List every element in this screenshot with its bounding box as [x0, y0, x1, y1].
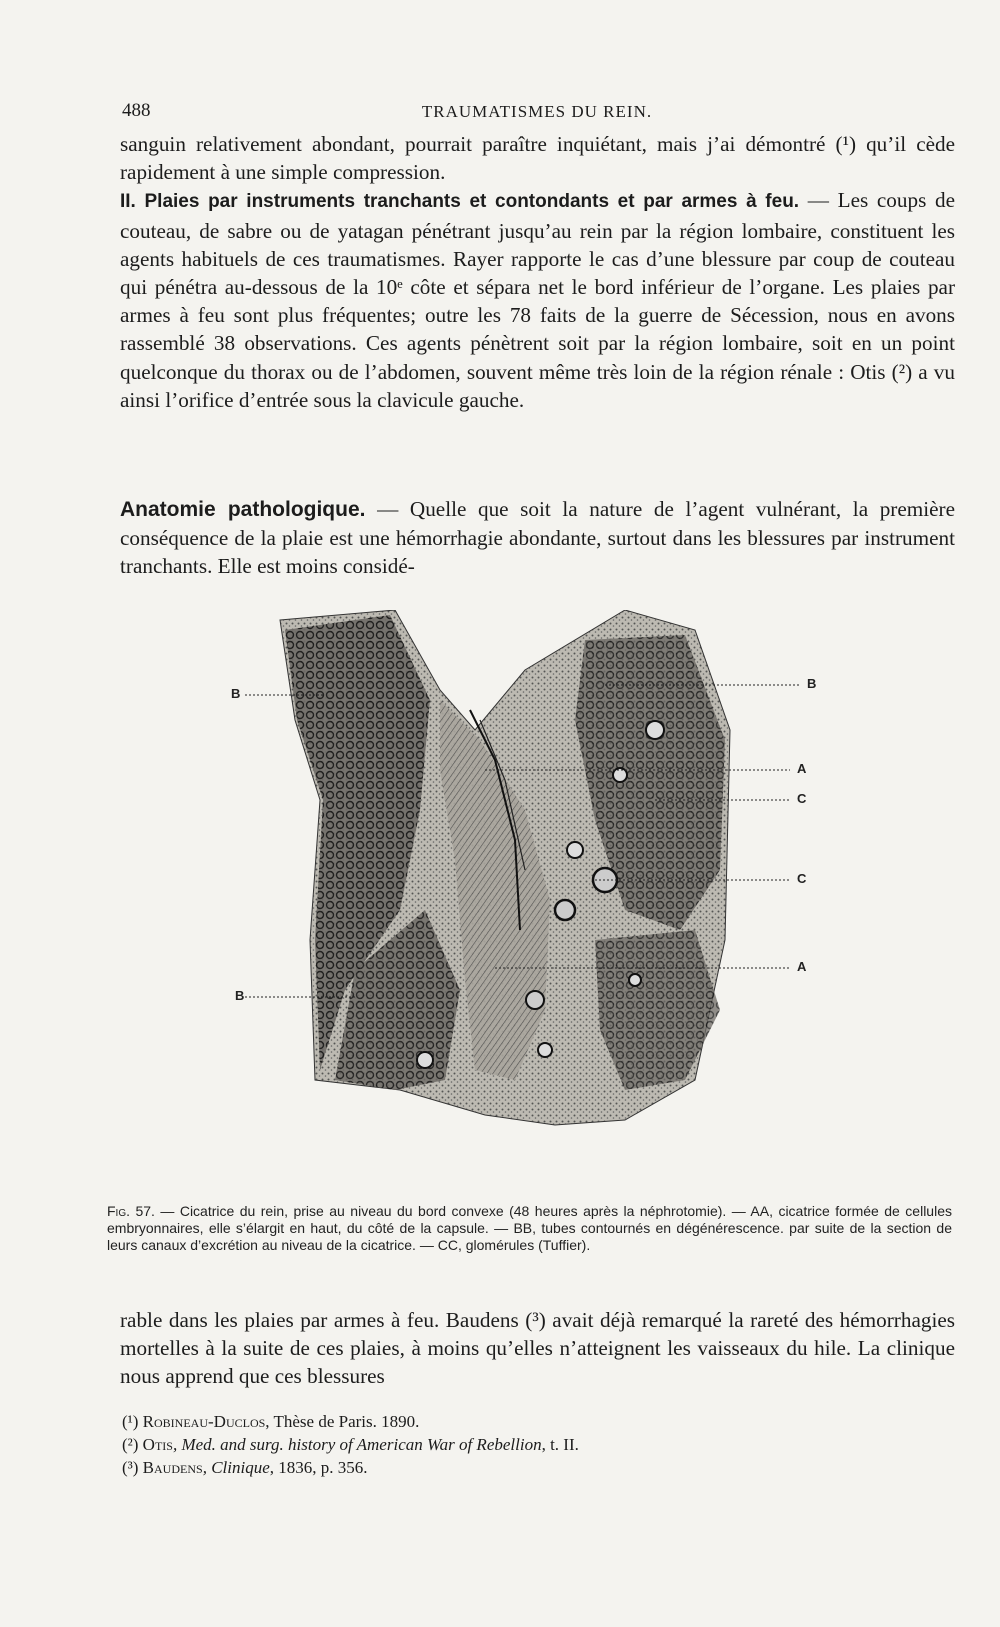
footnote-author: Baudens [142, 1458, 203, 1477]
footnote-1 [122, 1410, 952, 1433]
subsection-heading: II. Plaies par instruments tranchants et contondants et par armes à feu. [120, 191, 800, 213]
paragraph-plaies [120, 186, 955, 414]
text-block-anatomie [120, 495, 955, 581]
figure-label-a-lower: A [797, 959, 807, 974]
figure-caption-text: — Cicatrice du rein, prise au niveau du bord convexe (48 heures après la néphrotomie). — AA, cicatrice formée de cellules embryonnaires, elle s’élargit en haut, du côté de la capsule. — BB, tubes contournés en dégénérescence. par suite de la section de leurs canaux d’excrétion au niveau de la cicatrice. — CC, glomérules (Tuffier). [107, 1203, 952, 1253]
figure-label-c-upper: C [797, 791, 807, 806]
footnote-title: , Med. and surg. history of American War of Rebellion [172, 1435, 542, 1454]
footnote-2 [122, 1433, 952, 1456]
paragraph-anatomie-text: — Quelle que soit la nature de l’agent vulnérant, la première conséquence de la plaie est une hémorrhagie abondante, surtout dans les blessures par instrument tranchants. Elle est moins considé- [120, 497, 955, 579]
paragraph-compression: sanguin relativement abondant, pourrait paraître inquiétant, mais j’ai démontré (¹) qu’il cède rapidement à une simple compression. [120, 132, 955, 185]
footnote-text: , 1836, p. 356. [269, 1458, 368, 1477]
running-title: TRAUMATISMES DU REIN. [421, 102, 653, 121]
paragraph-plaies-text: — Les coups de couteau, de sabre ou de yatagan pénétrant jusqu’au rein par la région lombaire, constituent les agents habituels de ces traumatismes. Rayer rapporte le cas d’une blessure par coup de couteau qui pénétra au-dessous de la 10ᵉ côte et sépara net le bord inférieur de l’organe. Les plaies par armes à feu sont plus fréquentes; outre les 78 faits de la guerre de Sécession, nous en avons rassemblé 38 observations. Ces agents pénètrent soit par la région lombaire, soit en un point quelconque du thorax ou de l’abdomen, souvent même très loin de la région rénale : Otis (²) a vu ainsi l’orifice d’entrée sous la clavicule gauche. [120, 188, 955, 412]
figure-label-b-left-bottom: B [235, 988, 245, 1003]
page-number: 488 [122, 100, 151, 121]
footnote-mark: (¹) [122, 1412, 139, 1431]
text-block-bottom [120, 1306, 955, 1391]
footnote-text: , t. II. [541, 1435, 579, 1454]
text-block-top [120, 130, 955, 414]
footnotes [122, 1410, 952, 1479]
footnote-mark: (³) [122, 1458, 139, 1477]
figure-caption [107, 1203, 952, 1254]
footnote-3 [122, 1456, 952, 1479]
figure-label-b-right-top: B [807, 676, 817, 691]
paragraph-baudens: rable dans les plaies par armes à feu. Baudens (³) avait déjà remarqué la rareté des hémorrhagies mortelles à la suite de ces plaies, à moins qu’elles n’atteignent les vaisseaux du hile. La clinique nous apprend que ces blessures [120, 1308, 955, 1389]
figure-label-a-upper: A [797, 761, 807, 776]
footnote-title: , Clinique [202, 1458, 270, 1477]
section-heading: Anatomie pathologique. [120, 498, 366, 521]
footnote-mark: (²) [122, 1435, 139, 1454]
running-head [122, 100, 952, 130]
figure-label-b-left-top: B [231, 686, 241, 701]
histology-engraving [225, 610, 845, 1170]
footnote-text: , Thèse de Paris. 1890. [265, 1412, 420, 1431]
figure-number: Fig. 57. [107, 1203, 155, 1219]
footnote-author: Robineau-Duclos [142, 1412, 266, 1431]
figure-kidney-scar [225, 610, 845, 1170]
footnote-author: Otis [142, 1435, 173, 1454]
paragraph-anatomie [120, 495, 955, 581]
figure-label-c-lower: C [797, 871, 807, 886]
